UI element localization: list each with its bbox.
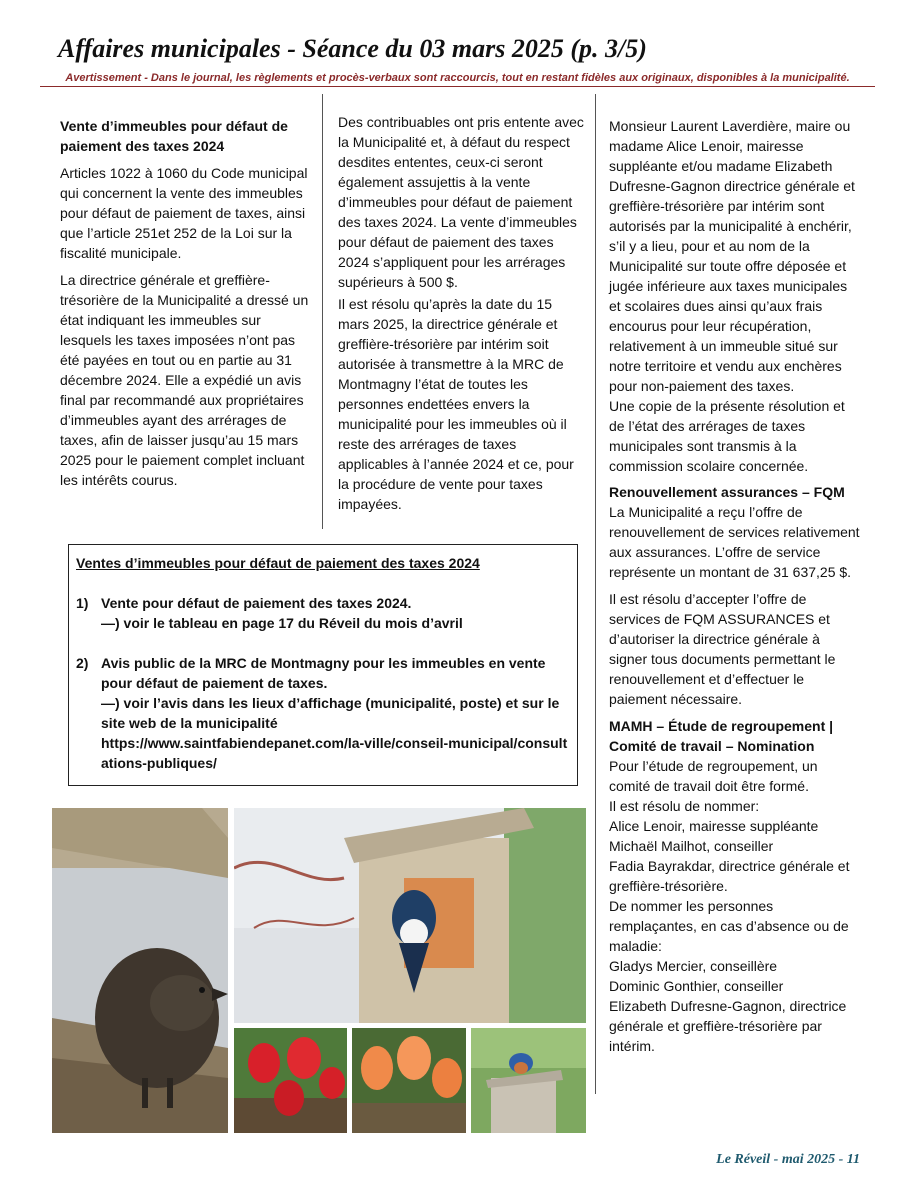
list-item: Elizabeth Dufresne-Gagnon, directrice générale et greffière-trésorière par intérim. [609,998,847,1054]
notice-item [76,653,569,773]
notice-title: Ventes d’immeubles pour défaut de paiement des taxes 2024 [76,555,480,571]
photo-bluebird [471,1028,586,1133]
item-number: 1) [76,595,89,611]
list-item: Il est résolu de nommer: [609,798,760,814]
column-divider [595,94,596,1094]
column-3 [609,116,861,1056]
section-heading: Renouvellement assurances – FQM [609,484,845,500]
section-heading: MAMH – Étude de regroupement | Comité de travail – Nomination [609,718,834,754]
item-number: 2) [76,655,89,671]
list-item: Michaël Mailhot, conseiller [609,838,774,854]
notice-item [76,593,569,633]
photo-orange-tulips [352,1028,466,1133]
item-sub: —) voir l’avis dans les lieux d’affichage (municipalité, poste) et sur le site web de la municipalité [101,695,560,731]
photo-swallow-birdhouse [234,808,586,1023]
notice-box [68,544,578,786]
list-item: Dominic Gonthier, conseiller [609,978,784,994]
paragraph: La directrice générale et greffière-trésorière de la Municipalité a dressé un état indiquant les immeubles sur lesquels les taxes imposées n’ont pas été payées en tout ou en partie au 31 décembre 2024. Elle a expédié un avis final par recommandé aux propriétaires d’immeubles ayant des arrérages de taxes, afin de laisser jusqu’au 15 mars 2025 pour le paiement complet incluant les intérêts courus. [60,272,309,488]
photo-cowbird [52,808,228,1133]
website-link[interactable]: https://www.saintfabiendepanet.com/la-ville/conseil-municipal/consultations-publiques/ [101,735,568,771]
item-sub: —) voir le tableau en page 17 du Réveil du mois d’avril [101,615,463,631]
disclaimer: Avertissement - Dans le journal, les règlements et procès-verbaux sont raccourcis, tout en restant fidèles aux originaux, disponibles à la municipalité. [40,72,875,87]
item-text: Avis public de la MRC de Montmagny pour les immeubles en vente pour défaut de paiement de taxes. [101,655,546,691]
list-item: Gladys Mercier, conseillère [609,958,778,974]
column-divider [322,94,323,529]
section-heading: Vente d’immeubles pour défaut de paiement des taxes 2024 [60,118,288,154]
list-item: Fadia Bayrakdar, directrice générale et greffière-trésorière. [609,858,850,894]
paragraph: Il est résolu qu’après la date du 15 mars 2025, la directrice générale et greffière-trésorière par intérim soit autorisée à transmettre à la MRC de Montmagny l’état de toutes les personnes endettées envers la municipalité pour les immeubles où il reste des arrérages de taxes applicables à l’année 2024 et ce, pour la procédure de vente pour taxes impayées. [338,296,574,512]
paragraph: Une copie de la présente résolution et de l’état des arrérages de taxes municipales sont transmis à la commission scolaire concernée. [609,398,845,474]
list-item: Pour l’étude de regroupement, un comité de travail doit être formé. [609,758,818,794]
item-text: Vente pour défaut de paiement des taxes 2024. [101,595,412,611]
list-item: Alice Lenoir, mairesse suppléante [609,818,819,834]
paragraph: La Municipalité a reçu l’offre de renouvellement de services relativement aux assurances. L’offre de service représente un montant de 31 637,25 $. [609,504,860,580]
paragraph: Il est résolu d’accepter l’offre de services de FQM ASSURANCES et d’autoriser la directrice générale à signer tous documents permettant le renouvellement et d’effectuer le paiement nécessaire. [609,591,836,707]
column-2 [338,112,585,514]
list-item: De nommer les personnes remplaçantes, en cas d’absence ou de maladie: [609,898,849,954]
paragraph: Monsieur Laurent Laverdière, maire ou madame Alice Lenoir, mairesse suppléante et/ou madame Elizabeth Dufresne-Gagnon directrice générale et greffière-trésorière par intérim sont autorisés par la municipalité à enchérir, s’il y a lieu, pour et au nom de la Municipalité sur toute offre déposée et jugée inférieure aux taxes municipales et scolaires dues ainsi qu’aux frais encourus pour leur récupération, relativement à un immeuble situé sur notre territoire et vendu aux enchères pour non-paiement des taxes. [609,118,855,394]
page-footer: Le Réveil - mai 2025 - 11 [716,1152,860,1167]
paragraph: Articles 1022 à 1060 du Code municipal qui concernent la vente des immeubles pour défaut de paiement de taxes, ainsi que l’article 251et 252 de la Loi sur la fiscalité municipale. [60,165,308,261]
column-1 [60,116,312,497]
page-title: Affaires municipales - Séance du 03 mars 2025 (p. 3/5) [58,34,647,63]
photo-red-tulips [234,1028,347,1133]
paragraph: Des contribuables ont pris entente avec la Municipalité et, à défaut du respect desdites ententes, ceux-ci seront également assujettis à la vente d’immeubles pour défaut de paiement des taxes 2024. La vente d’immeubles pour défaut de paiement des taxes 2024 s’appliquent pour les arrérages supérieurs à 500 $. [338,114,584,290]
